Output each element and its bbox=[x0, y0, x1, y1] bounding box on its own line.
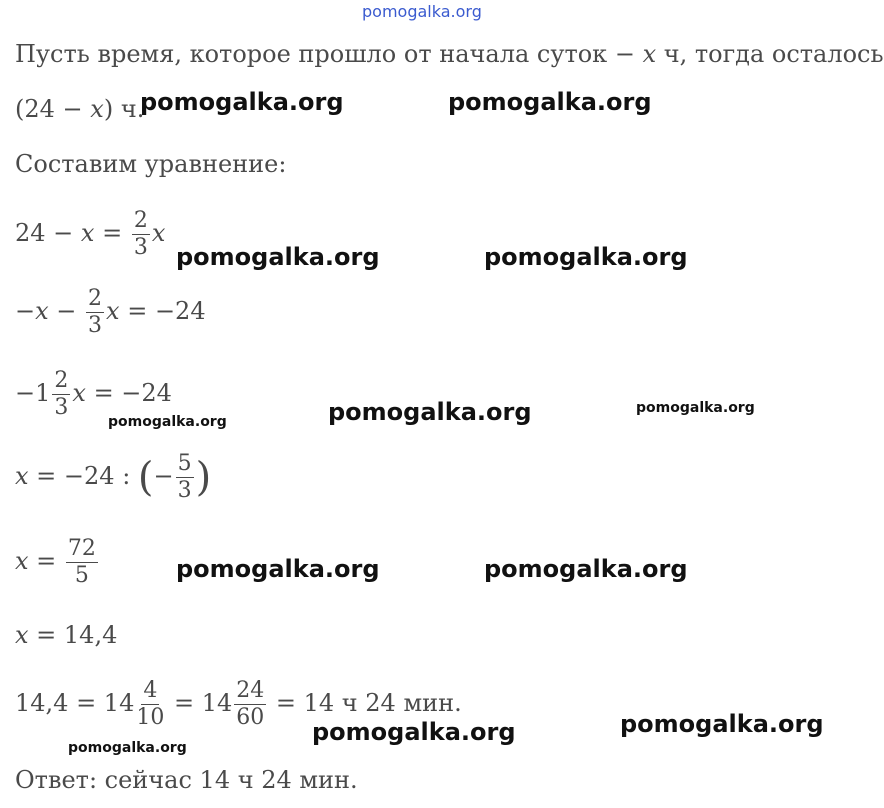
denominator: 5 bbox=[74, 563, 89, 588]
text: −1 bbox=[15, 379, 51, 407]
variable-x: x bbox=[15, 547, 29, 575]
problem-text-line-1 bbox=[15, 42, 884, 66]
text: = 14,4 bbox=[28, 621, 118, 649]
watermark-top: pomogalka.org bbox=[362, 2, 482, 21]
denominator: 3 bbox=[133, 235, 148, 260]
denominator: 3 bbox=[54, 395, 69, 420]
text: − bbox=[15, 297, 36, 325]
variable-x: x bbox=[15, 621, 29, 649]
numerator: 2 bbox=[133, 208, 148, 233]
text: = −24 bbox=[85, 379, 172, 407]
fraction bbox=[52, 370, 70, 419]
text: ) ч. bbox=[103, 95, 145, 123]
equation-3 bbox=[15, 370, 172, 419]
watermark: pomogalka.org bbox=[176, 243, 380, 271]
numerator: 72 bbox=[67, 536, 96, 561]
equation-2 bbox=[15, 288, 206, 337]
variable-x: x bbox=[80, 219, 95, 247]
text: = bbox=[28, 547, 64, 575]
watermark: pomogalka.org bbox=[68, 740, 187, 756]
denominator: 3 bbox=[177, 478, 192, 503]
equation-heading: Составим уравнение: bbox=[15, 150, 287, 178]
denominator: 60 bbox=[236, 705, 265, 730]
fraction bbox=[132, 210, 150, 259]
answer-line: Ответ: сейчас 14 ч 24 мин. bbox=[15, 766, 358, 794]
text: 14,4 = 14 bbox=[15, 689, 135, 717]
text: Пусть время, которое прошло от начала суток − bbox=[15, 40, 643, 68]
equation-1 bbox=[15, 210, 165, 259]
problem-text-line-2 bbox=[15, 97, 144, 121]
numerator: 2 bbox=[88, 286, 103, 311]
text: = −24 : bbox=[28, 462, 138, 490]
numerator: 2 bbox=[54, 368, 69, 393]
variable-x: x bbox=[15, 462, 29, 490]
equation-6 bbox=[15, 623, 117, 647]
text: = 14 bbox=[166, 689, 233, 717]
fraction bbox=[176, 453, 194, 502]
right-paren: ) bbox=[195, 454, 212, 501]
watermark: pomogalka.org bbox=[448, 88, 652, 116]
variable-x: x bbox=[35, 297, 49, 325]
minus-sign: − bbox=[153, 462, 174, 490]
watermark: pomogalka.org bbox=[328, 398, 532, 426]
watermark: pomogalka.org bbox=[312, 718, 516, 746]
variable-x: x bbox=[642, 40, 657, 68]
watermark: pomogalka.org bbox=[176, 555, 380, 583]
text: 24 − bbox=[15, 219, 81, 247]
variable-x: x bbox=[151, 219, 166, 247]
equation-7 bbox=[15, 680, 462, 729]
equation-4 bbox=[15, 453, 211, 502]
watermark: pomogalka.org bbox=[484, 555, 688, 583]
watermark: pomogalka.org bbox=[636, 400, 755, 416]
text: ч, тогда осталось bbox=[656, 40, 884, 68]
denominator: 10 bbox=[136, 705, 165, 730]
fraction bbox=[136, 680, 164, 729]
variable-x: x bbox=[90, 95, 104, 123]
fraction bbox=[66, 538, 98, 587]
numerator: 4 bbox=[143, 678, 158, 703]
equation-5 bbox=[15, 538, 100, 587]
text: = 14 ч 24 мин. bbox=[268, 689, 462, 717]
variable-x: x bbox=[72, 379, 86, 407]
watermark: pomogalka.org bbox=[484, 243, 688, 271]
numerator: 24 bbox=[236, 678, 265, 703]
text: − bbox=[48, 297, 85, 325]
watermark: pomogalka.org bbox=[140, 88, 344, 116]
watermark: pomogalka.org bbox=[620, 710, 824, 738]
text: (24 − bbox=[15, 95, 91, 123]
fraction bbox=[86, 288, 104, 337]
text: = −24 bbox=[119, 297, 206, 325]
text: = bbox=[94, 219, 130, 247]
left-paren: ( bbox=[137, 454, 154, 501]
variable-x: x bbox=[106, 297, 120, 325]
denominator: 3 bbox=[88, 313, 103, 338]
fraction bbox=[234, 680, 266, 729]
watermark: pomogalka.org bbox=[108, 414, 227, 430]
numerator: 5 bbox=[177, 451, 192, 476]
